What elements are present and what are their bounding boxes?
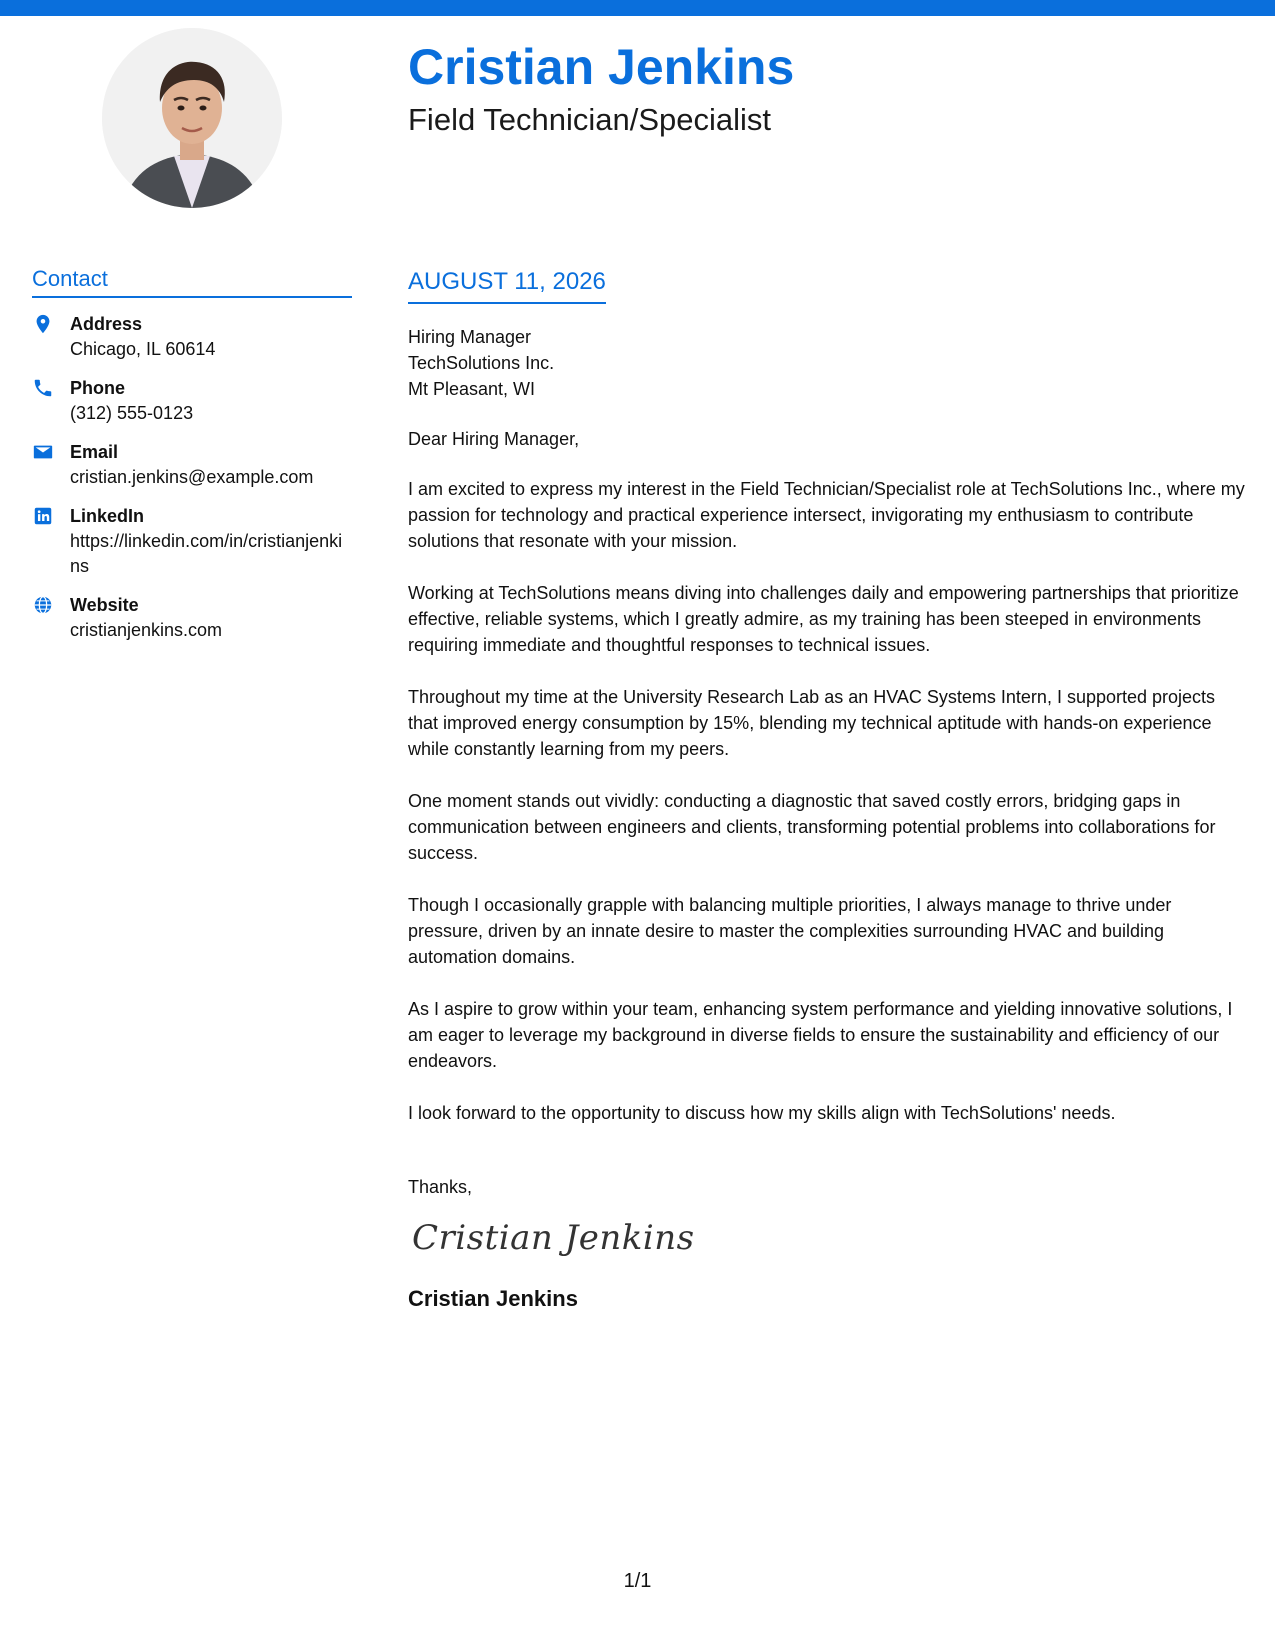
contact-label: Website [70, 595, 139, 615]
contact-item-linkedin [32, 504, 352, 579]
contact-item-address [32, 312, 352, 362]
contact-value[interactable]: cristian.jenkins@example.com [70, 467, 314, 487]
recipient-block [408, 324, 1248, 402]
contact-heading: Contact [32, 266, 352, 298]
contact-label: Email [70, 442, 119, 462]
contact-value[interactable]: https://linkedin.com/in/cristianjenkins [70, 531, 343, 576]
contact-label: Phone [70, 378, 126, 398]
signoff-name: Cristian Jenkins [408, 1286, 578, 1311]
letter-paragraph: One moment stands out vividly: conducting a diagnostic that saved costly errors, bridging gaps in communication between engineers and clients, transforming potential problems into collaborations for success. [408, 791, 1216, 863]
recipient-line: Mt Pleasant, WI [408, 379, 536, 399]
salutation: Dear Hiring Manager, [408, 429, 580, 449]
contact-item-phone [32, 376, 352, 426]
contact-value[interactable]: cristianjenkins.com [70, 620, 223, 640]
profile-photo [102, 28, 282, 208]
location-pin-icon [32, 313, 54, 335]
handwritten-signature: Cristian Jenkins [412, 1218, 695, 1258]
contact-label: LinkedIn [70, 506, 145, 526]
phone-icon [32, 377, 54, 399]
linkedin-icon [32, 505, 54, 527]
letter-paragraph: Though I occasionally grapple with balancing multiple priorities, I always manage to thrive under pressure, driven by an innate desire to master the complexities surrounding HVAC and building automation domains. [408, 895, 1172, 967]
applicant-name: Cristian Jenkins [408, 39, 795, 95]
letter-paragraph: I look forward to the opportunity to discuss how my skills align with TechSolutions' needs. [408, 1103, 1116, 1123]
letter-date: AUGUST 11, 2026 [408, 268, 606, 304]
job-title: Field Technician/Specialist [408, 102, 772, 137]
letter-paragraph: Working at TechSolutions means diving into challenges daily and empowering partnerships that prioritize effective, reliable systems, which I greatly admire, as my training has been steeped in environments requiring immediate and thoughtful responses to technical issues. [408, 583, 1239, 655]
contact-item-website [32, 593, 352, 643]
email-icon [32, 441, 54, 463]
contact-sidebar [32, 266, 352, 657]
page-number: 1/1 [623, 1570, 652, 1592]
top-accent-bar [0, 0, 1275, 16]
globe-icon [32, 594, 54, 616]
letter-paragraph: As I aspire to grow within your team, enhancing system performance and yielding innovative solutions, I am eager to leverage my background in diverse fields to ensure the sustainability and efficiency of our endeavors. [408, 999, 1233, 1071]
contact-label: Address [70, 314, 143, 334]
recipient-line: TechSolutions Inc. [408, 353, 555, 373]
contact-value: (312) 555-0123 [70, 403, 194, 423]
recipient-line: Hiring Manager [408, 327, 532, 347]
letter-paragraph: Throughout my time at the University Research Lab as an HVAC Systems Intern, I supported projects that improved energy consumption by 15%, blending my technical aptitude with hands-on experience while constantly learning from my peers. [408, 687, 1216, 759]
closing: Thanks, [408, 1177, 473, 1197]
contact-value: Chicago, IL 60614 [70, 339, 216, 359]
letter-paragraph: I am excited to express my interest in the Field Technician/Specialist role at TechSolutions Inc., where my passion for technology and practical experience intersect, invigorating my enthusiasm to contribute solutions that resonate with your mission. [408, 479, 1245, 551]
letter-body [408, 268, 1248, 1312]
contact-item-email [32, 440, 352, 490]
